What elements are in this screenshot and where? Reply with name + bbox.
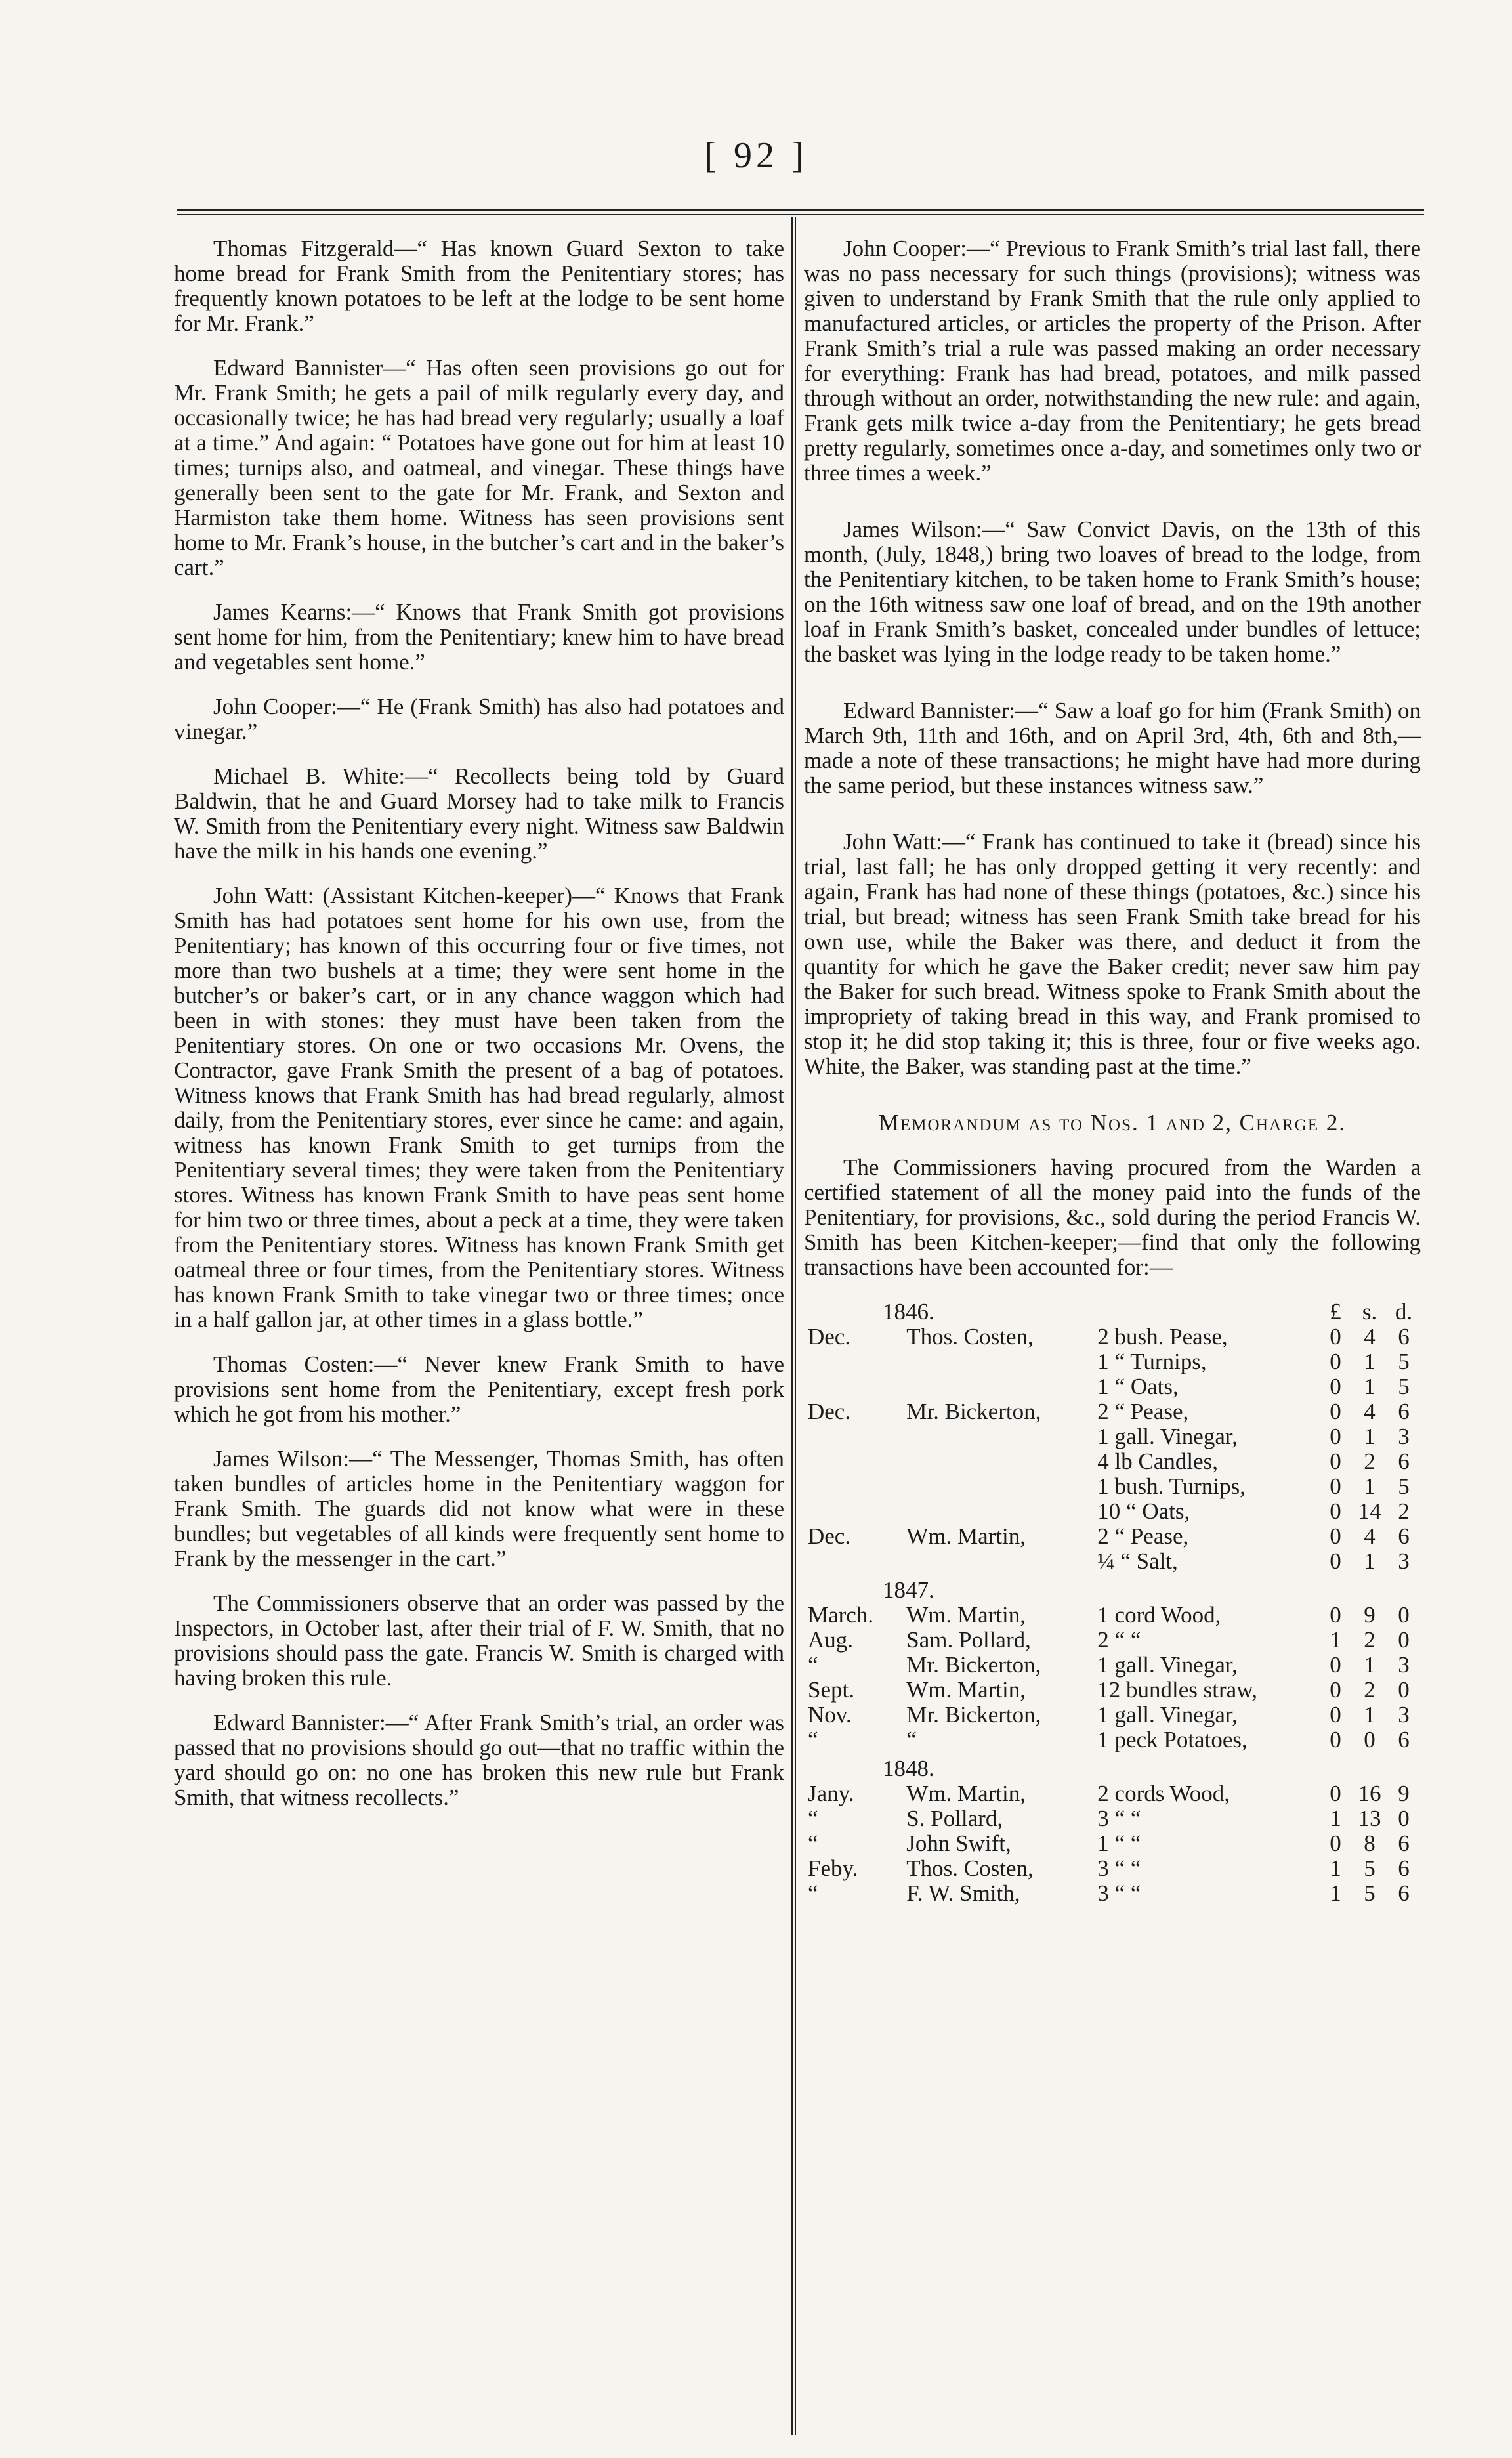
month-cell: March. (808, 1602, 874, 1628)
month-cell: “ (808, 1727, 818, 1752)
name-cell: Thos. Costen, (906, 1855, 1034, 1881)
testimony-paragraph: John Cooper:—“ He (Frank Smith) has also had potatoes and vinegar.” (174, 694, 784, 744)
shillings-header: s. (1362, 1299, 1377, 1324)
month-cell: “ (808, 1652, 818, 1678)
pounds-cell: 0 (1330, 1399, 1341, 1424)
item-cell: 12 bundles straw, (1097, 1677, 1257, 1703)
year-label: 1846. (883, 1299, 934, 1324)
testimony-paragraph: John Watt:—“ Frank has continued to take it (bread) since his trial, last fall; he has only dropped getting it very recently: and again, Frank has had none of these things (potatoes, &c.) since his trial, but bread; witness has seen Frank Smith take bread for his own use, while the Baker was there, and deduct it from the quantity for which he gave the Baker credit; never saw him pay the Baker for such bread. Witness spoke to Frank Smith about the impropriety of taking bread in this way, and Frank promised to stop it; he did stop taking it; this is three, four or five weeks ago. White, the Baker, was standing past at the time.” (804, 829, 1421, 1079)
month-cell (804, 1424, 902, 1449)
name-cell (902, 1474, 1093, 1499)
pence-cell: 5 (1398, 1349, 1410, 1374)
testimony-paragraph: Michael B. White:—“ Recollects being told by Guard Baldwin, that he and Guard Morsey had to take milk to Francis W. Smith from the Penitentiary every night. Witness saw Baldwin have the milk in his hands one evening.” (174, 763, 784, 864)
pence-cell: 5 (1398, 1374, 1410, 1399)
commissioners-observation: The Commissioners observe that an order was passed by the Inspectors, in October last, after their trial of F. W. Smith, that no provisions should pass the gate. Francis W. Smith is charged with having broken this rule. (174, 1590, 784, 1691)
table-row (804, 1603, 1421, 1628)
pence-cell: 6 (1398, 1523, 1410, 1549)
item-cell: 1 gall. Vinegar, (1097, 1424, 1238, 1449)
month-cell: Dec. (808, 1399, 851, 1424)
pence-cell: 6 (1398, 1880, 1410, 1906)
shillings-cell: 4 (1364, 1399, 1376, 1424)
name-cell (902, 1499, 1093, 1524)
item-cell: 2 “ “ (1097, 1627, 1141, 1653)
name-cell: Wm. Martin, (906, 1781, 1026, 1806)
pounds-header: £ (1330, 1299, 1341, 1324)
shillings-cell: 16 (1358, 1781, 1381, 1806)
testimony-paragraph: James Kearns:—“ Knows that Frank Smith got provisions sent home for him, from the Penitentiary; knew him to have bread and vegetables sent home.” (174, 599, 784, 675)
pounds-cell: 0 (1330, 1449, 1341, 1474)
pounds-cell: 0 (1330, 1781, 1341, 1806)
pounds-cell: 0 (1330, 1548, 1341, 1574)
name-cell (902, 1374, 1093, 1399)
item-cell: 3 “ “ (1097, 1855, 1141, 1881)
name-cell: Thos. Costen, (906, 1324, 1034, 1349)
shillings-cell: 0 (1364, 1727, 1376, 1752)
transactions-table (804, 1300, 1421, 1906)
pence-cell: 6 (1398, 1324, 1410, 1349)
item-cell: 1 “ Turnips, (1097, 1349, 1207, 1374)
name-cell (902, 1349, 1093, 1374)
name-cell: “ (906, 1727, 917, 1752)
shillings-cell: 1 (1364, 1702, 1376, 1727)
pence-cell: 3 (1398, 1702, 1410, 1727)
shillings-cell: 9 (1364, 1602, 1376, 1628)
item-cell: 1 “ Oats, (1097, 1374, 1179, 1399)
table-row (804, 1349, 1421, 1374)
page-number: [ 92 ] (704, 135, 808, 176)
left-column (174, 236, 784, 1830)
table-row (804, 1806, 1421, 1831)
testimony-paragraph: James Wilson:—“ Saw Convict Davis, on the 13th of this month, (July, 1848,) bring two loaves of bread to the lodge, from the Penitentiary kitchen, to be taken home to Frank Smith’s house; on the 16th witness saw one loaf of bread, and on the 19th another loaf in Frank Smith’s basket, concealed under bundles of lettuce; the basket was lying in the lodge ready to be taken home.” (804, 517, 1421, 667)
right-column (804, 236, 1421, 1906)
memo-paragraph: The Commissioners having procured from the Warden a certified statement of all the money paid into the funds of the Penitentiary, for provisions, &c., sold during the period Francis W. Smith has been Kitchen-keeper;—find that only the following transactions have been accounted for:— (804, 1155, 1421, 1280)
name-cell: Sam. Pollard, (906, 1627, 1031, 1653)
pounds-cell: 0 (1330, 1831, 1341, 1856)
table-row (804, 1881, 1421, 1906)
shillings-cell: 2 (1364, 1627, 1376, 1653)
table-row (804, 1628, 1421, 1653)
table-row (804, 1653, 1421, 1678)
pounds-cell: 0 (1330, 1727, 1341, 1752)
pence-cell: 0 (1398, 1806, 1410, 1831)
pounds-cell: 0 (1330, 1498, 1341, 1524)
pounds-cell: 0 (1330, 1324, 1341, 1349)
item-cell: 1 gall. Vinegar, (1097, 1702, 1238, 1727)
name-cell: Mr. Bickerton, (906, 1702, 1041, 1727)
table-row (804, 1831, 1421, 1856)
shillings-cell: 1 (1364, 1548, 1376, 1574)
shillings-cell: 13 (1358, 1806, 1381, 1831)
item-cell: 10 “ Oats, (1097, 1498, 1190, 1524)
pounds-cell: 1 (1330, 1880, 1341, 1906)
name-cell: F. W. Smith, (906, 1880, 1020, 1906)
column-divider-thin (795, 217, 796, 2435)
item-cell: 1 peck Potatoes, (1097, 1727, 1248, 1752)
table-row (804, 1727, 1421, 1752)
testimony-paragraph: John Cooper:—“ Previous to Frank Smith’s trial last fall, there was no pass necessary for such things (provisions); witness was given to understand by Frank Smith that the rule only applied to manufactured articles, or articles the property of the Prison. After Frank Smith’s trial a rule was passed making an order necessary for everything: Frank has had bread, potatoes, and milk passed through without an order, notwithstanding the new rule: and again, Frank gets milk twice a-day from the Penitentiary; he gets bread pretty regularly, sometimes once a-day, and sometimes only two or three times a week.” (804, 236, 1421, 486)
pence-cell: 6 (1398, 1727, 1410, 1752)
shillings-cell: 1 (1364, 1424, 1376, 1449)
item-cell: 1 bush. Turnips, (1097, 1473, 1246, 1499)
table-row (804, 1449, 1421, 1474)
pence-cell: 6 (1398, 1399, 1410, 1424)
name-cell: Wm. Martin, (906, 1523, 1026, 1549)
month-cell: “ (808, 1880, 818, 1906)
pounds-cell: 1 (1330, 1855, 1341, 1881)
shillings-cell: 14 (1358, 1498, 1381, 1524)
month-cell: Jany. (808, 1781, 854, 1806)
item-cell: 3 “ “ (1097, 1880, 1141, 1906)
memo-heading: Memorandum as to Nos. 1 and 2, Charge 2. (878, 1110, 1347, 1135)
pounds-cell: 0 (1330, 1523, 1341, 1549)
pence-cell: 0 (1398, 1627, 1410, 1653)
table-row (804, 1781, 1421, 1806)
item-cell: 4 lb Candles, (1097, 1449, 1219, 1474)
item-cell: 2 cords Wood, (1097, 1781, 1230, 1806)
month-cell: Dec. (808, 1523, 851, 1549)
top-rule-thin (177, 214, 1424, 215)
testimony-paragraph: James Wilson:—“ The Messenger, Thomas Smith, has often taken bundles of articles home in the Penitentiary waggon for Frank Smith. The guards did not know what were in these bundles; but vegetables of all kinds were frequently sent home to Frank by the messenger in the cart.” (174, 1446, 784, 1571)
shillings-cell: 8 (1364, 1831, 1376, 1856)
name-cell (902, 1449, 1093, 1474)
year-label: 1848. (883, 1756, 934, 1781)
item-cell: ¼ “ Salt, (1097, 1548, 1178, 1574)
table-row (804, 1549, 1421, 1574)
pounds-cell: 0 (1330, 1652, 1341, 1678)
shillings-cell: 5 (1364, 1880, 1376, 1906)
table-header-row (804, 1300, 1421, 1324)
month-cell (804, 1449, 902, 1474)
testimony-paragraph: Thomas Costen:—“ Never knew Frank Smith to have provisions sent home from the Penitentiary, except fresh pork which he got from his mother.” (174, 1351, 784, 1427)
item-cell: 3 “ “ (1097, 1806, 1141, 1831)
pounds-cell: 0 (1330, 1424, 1341, 1449)
name-cell: Mr. Bickerton, (906, 1399, 1041, 1424)
item-cell: 2 bush. Pease, (1097, 1324, 1228, 1349)
month-cell (804, 1349, 902, 1374)
pounds-cell: 0 (1330, 1349, 1341, 1374)
shillings-cell: 1 (1364, 1473, 1376, 1499)
month-cell (804, 1549, 902, 1574)
name-cell: S. Pollard, (906, 1806, 1003, 1831)
item-cell: 1 cord Wood, (1097, 1602, 1221, 1628)
month-cell: Feby. (808, 1855, 858, 1881)
year-label: 1847. (883, 1577, 934, 1603)
name-cell: Wm. Martin, (906, 1602, 1026, 1628)
testimony-paragraph: Edward Bannister:—“ After Frank Smith’s trial, an order was passed that no provisions should go out—that no traffic within the yard should go on: no one has broken this new rule but Frank Smith, that witness recollects.” (174, 1710, 784, 1810)
month-cell: Sept. (808, 1677, 854, 1703)
pence-cell: 6 (1398, 1449, 1410, 1474)
table-row (804, 1856, 1421, 1881)
pence-cell: 3 (1398, 1424, 1410, 1449)
pence-cell: 3 (1398, 1652, 1410, 1678)
pence-cell: 0 (1398, 1677, 1410, 1703)
table-row (804, 1499, 1421, 1524)
pounds-cell: 0 (1330, 1473, 1341, 1499)
name-cell (902, 1549, 1093, 1574)
pounds-cell: 0 (1330, 1374, 1341, 1399)
month-cell: Nov. (808, 1702, 852, 1727)
pence-cell: 0 (1398, 1602, 1410, 1628)
pence-cell: 6 (1398, 1855, 1410, 1881)
month-cell: Aug. (808, 1627, 854, 1653)
name-cell: John Swift, (906, 1831, 1011, 1856)
item-cell: 2 “ Pease, (1097, 1399, 1189, 1424)
column-divider (791, 217, 793, 2435)
table-row (804, 1678, 1421, 1703)
table-row (804, 1424, 1421, 1449)
shillings-cell: 1 (1364, 1349, 1376, 1374)
pence-cell: 6 (1398, 1831, 1410, 1856)
pounds-cell: 0 (1330, 1677, 1341, 1703)
testimony-paragraph: John Watt: (Assistant Kitchen-keeper)—“ Knows that Frank Smith has had potatoes sent home for his own use, from the Penitentiary; has known of this occurring four or five times, not more than two bushels at a time; they were sent home in the butcher’s or baker’s cart, or in any chance waggon which had been in with stones: they must have been taken from the Penitentiary stores. On one or two occasions Mr. Ovens, the Contractor, gave Frank Smith the present of a bag of potatoes. Witness knows that Frank Smith has had bread regularly, almost daily, from the Penitentiary stores, ever since he came: and again, witness has known Frank Smith to get turnips from the Penitentiary several times; they were taken from the Penitentiary stores. Witness has known Frank Smith to have peas sent home for him two or three times, about a peck at a time, they were taken from the Penitentiary stores. Witness has known Frank Smith get oatmeal three or four times, from the Penitentiary stores. Witness has known Frank Smith to take vinegar two or three times; once in a half gallon jar, at other times in a glass bottle.” (174, 883, 784, 1332)
month-cell (804, 1499, 902, 1524)
item-cell: 1 gall. Vinegar, (1097, 1652, 1238, 1678)
name-cell: Wm. Martin, (906, 1677, 1026, 1703)
month-cell: “ (808, 1831, 818, 1856)
name-cell: Mr. Bickerton, (906, 1652, 1041, 1678)
pounds-cell: 1 (1330, 1806, 1341, 1831)
table-row (804, 1324, 1421, 1349)
shillings-cell: 2 (1364, 1677, 1376, 1703)
table-row (804, 1374, 1421, 1399)
pence-header: d. (1395, 1299, 1413, 1324)
month-cell (804, 1474, 902, 1499)
top-rule (177, 209, 1424, 211)
table-row (804, 1703, 1421, 1727)
shillings-cell: 4 (1364, 1324, 1376, 1349)
testimony-paragraph: Edward Bannister:—“ Saw a loaf go for him (Frank Smith) on March 9th, 11th and 16th, and on April 3rd, 4th, 6th and 8th,—made a note of these transactions; he might have had more during the same period, but these instances witness saw.” (804, 698, 1421, 798)
pounds-cell: 0 (1330, 1702, 1341, 1727)
shillings-cell: 4 (1364, 1523, 1376, 1549)
pence-cell: 9 (1398, 1781, 1410, 1806)
pence-cell: 5 (1398, 1473, 1410, 1499)
shillings-cell: 1 (1364, 1652, 1376, 1678)
month-cell: Dec. (808, 1324, 851, 1349)
item-cell: 2 “ Pease, (1097, 1523, 1189, 1549)
testimony-paragraph: Thomas Fitzgerald—“ Has known Guard Sexton to take home bread for Frank Smith from the Penitentiary stores; has frequently known potatoes to be left at the lodge to be sent home for Mr. Frank.” (174, 236, 784, 336)
pounds-cell: 0 (1330, 1602, 1341, 1628)
testimony-paragraph: Edward Bannister—“ Has often seen provisions go out for Mr. Frank Smith; he gets a pail of milk regularly every day, and occasionally twice; he has had bread very regularly; usually a loaf at a time.” And again: “ Potatoes have gone out for him at least 10 times; turnips also, and oatmeal, and vinegar. These things have generally been sent to the gate for Mr. Frank, and Sexton and Harmiston take them home. Witness has seen provisions sent home to Mr. Frank’s house, in the butcher’s cart and in the baker’s cart.” (174, 355, 784, 580)
shillings-cell: 2 (1364, 1449, 1376, 1474)
table-row (804, 1399, 1421, 1424)
name-cell (902, 1424, 1093, 1449)
pounds-cell: 1 (1330, 1627, 1341, 1653)
year-row (804, 1752, 1421, 1781)
table-row (804, 1474, 1421, 1499)
pence-cell: 3 (1398, 1548, 1410, 1574)
item-cell: 1 “ “ (1097, 1831, 1141, 1856)
pence-cell: 2 (1398, 1498, 1410, 1524)
month-cell (804, 1374, 902, 1399)
month-cell: “ (808, 1806, 818, 1831)
year-row (804, 1574, 1421, 1603)
table-row (804, 1524, 1421, 1549)
shillings-cell: 5 (1364, 1855, 1376, 1881)
shillings-cell: 1 (1364, 1374, 1376, 1399)
